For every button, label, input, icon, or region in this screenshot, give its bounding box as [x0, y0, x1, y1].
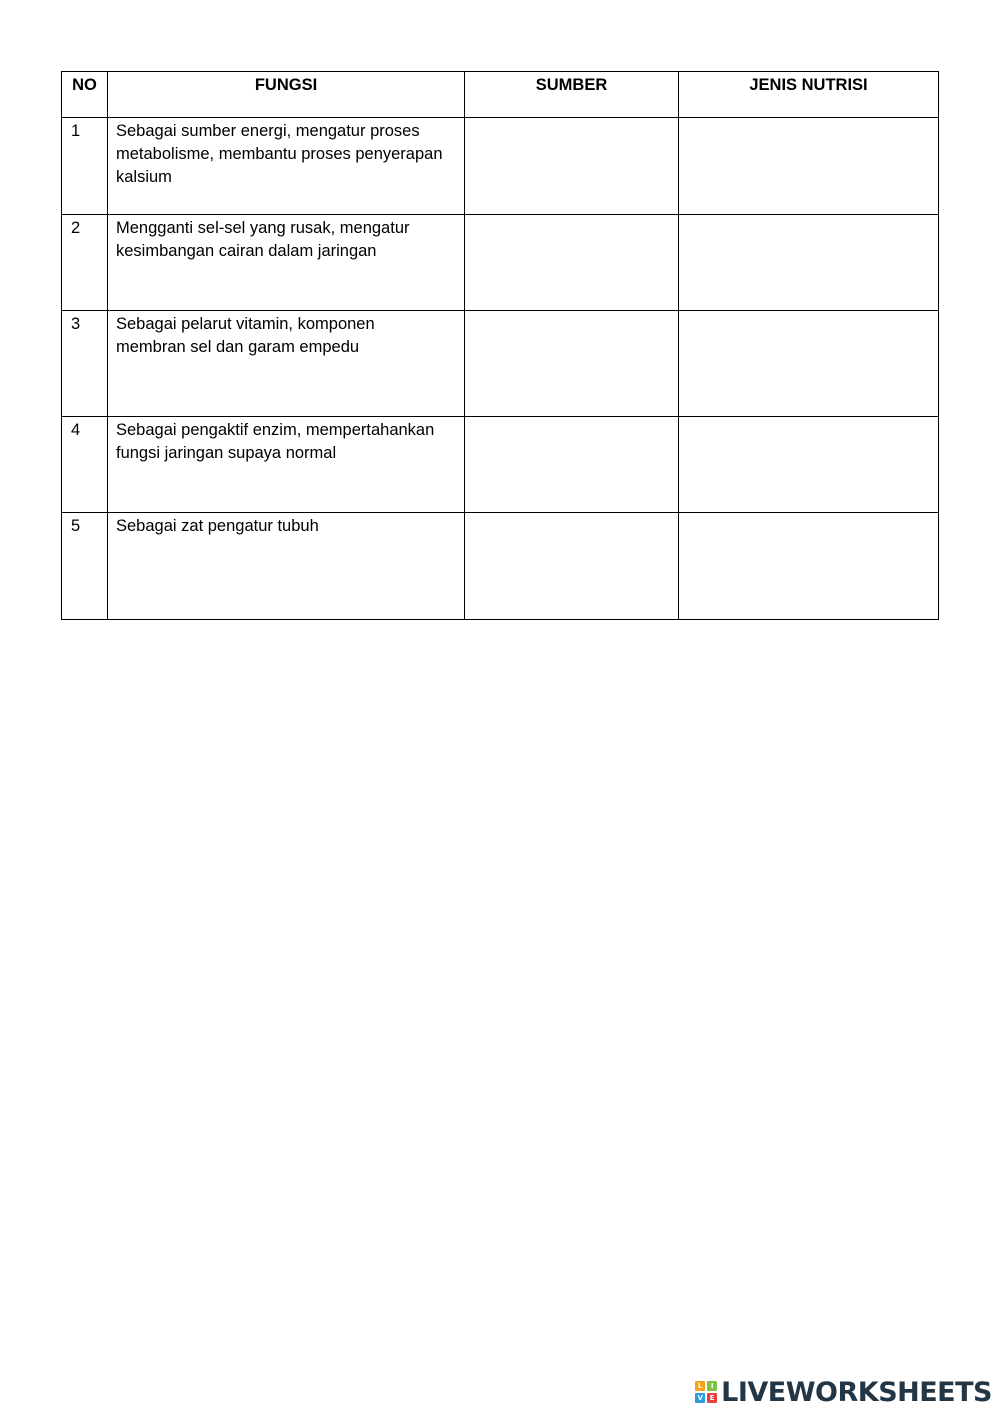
header-no: NO: [62, 72, 108, 118]
table-row: [62, 417, 939, 513]
sumber-answer-field[interactable]: [465, 417, 679, 513]
logo-wordmark: LIVEWORKSHEETS: [721, 1376, 992, 1408]
table-row: [62, 215, 939, 311]
row-number: 4: [62, 417, 108, 513]
jenis-nutrisi-answer-field[interactable]: [679, 118, 939, 215]
jenis-nutrisi-answer-field[interactable]: [679, 215, 939, 311]
logo-mark-tile: E: [707, 1393, 717, 1403]
jenis-nutrisi-answer-field[interactable]: [679, 311, 939, 417]
table-row: [62, 311, 939, 417]
fungsi-cell: [108, 215, 465, 311]
fungsi-line: Sebagai pelarut vitamin, komponen: [116, 315, 375, 333]
liveworksheets-logo-icon: [695, 1381, 717, 1403]
row-number: 2: [62, 215, 108, 311]
fungsi-line: Sebagai pengaktif enzim, mempertahankan: [116, 421, 435, 439]
header-fungsi: FUNGSI: [108, 72, 465, 118]
row-number: 5: [62, 513, 108, 620]
fungsi-line: metabolisme, membantu proses penyerapan: [116, 145, 443, 163]
fungsi-line: fungsi jaringan supaya normal: [116, 444, 337, 462]
row-number: 1: [62, 118, 108, 215]
fungsi-cell: [108, 311, 465, 417]
sumber-answer-field[interactable]: [465, 118, 679, 215]
logo-mark-tile: L: [695, 1381, 705, 1391]
header-sumber: SUMBER: [465, 72, 679, 118]
fungsi-line: kesimbangan cairan dalam jaringan: [116, 242, 377, 260]
nutrition-worksheet-table: [61, 71, 939, 620]
fungsi-line: kalsium: [116, 168, 172, 186]
jenis-nutrisi-answer-field[interactable]: [679, 417, 939, 513]
logo-mark-tile: V: [695, 1393, 705, 1403]
row-number: 3: [62, 311, 108, 417]
header-jenis-nutrisi: JENIS NUTRISI: [679, 72, 939, 118]
jenis-nutrisi-answer-field[interactable]: [679, 513, 939, 620]
table-row: [62, 513, 939, 620]
fungsi-cell: [108, 417, 465, 513]
fungsi-line: membran sel dan garam empedu: [116, 338, 360, 356]
liveworksheets-logo: [695, 1375, 992, 1409]
table-header-row: [62, 72, 939, 118]
fungsi-line: Sebagai sumber energi, mengatur proses: [116, 122, 420, 140]
logo-mark-tile: I: [707, 1381, 717, 1391]
fungsi-line: Mengganti sel-sel yang rusak, mengatur: [116, 219, 410, 237]
sumber-answer-field[interactable]: [465, 311, 679, 417]
sumber-answer-field[interactable]: [465, 513, 679, 620]
fungsi-cell: [108, 118, 465, 215]
table-row: [62, 118, 939, 215]
fungsi-cell: [108, 513, 465, 620]
sumber-answer-field[interactable]: [465, 215, 679, 311]
fungsi-line: Sebagai zat pengatur tubuh: [116, 517, 319, 535]
